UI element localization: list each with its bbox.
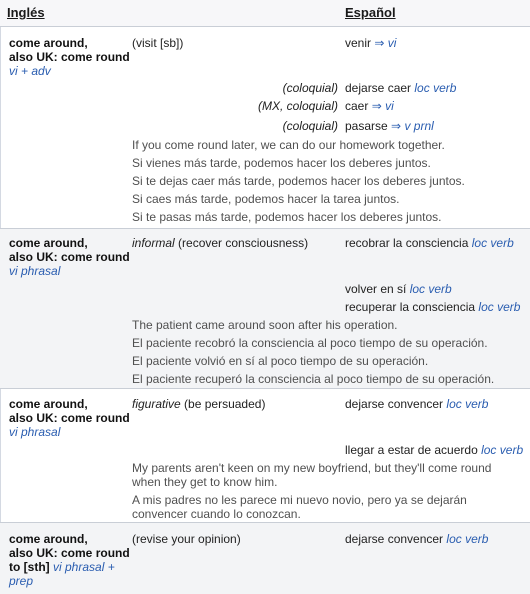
translation-pos[interactable]: loc verb xyxy=(446,532,489,546)
register-label: figurative xyxy=(132,397,181,411)
translation-word[interactable]: dejarse convencer xyxy=(345,532,444,546)
translation-word[interactable]: caer xyxy=(345,99,369,113)
entry-be-persuaded xyxy=(0,389,530,523)
translation-word[interactable]: llegar a estar de acuerdo xyxy=(345,443,478,457)
translation-row xyxy=(345,532,488,546)
arrow-icon[interactable]: ⇒ xyxy=(391,119,402,133)
entry-term-uk: also UK: come round xyxy=(9,250,130,264)
example-sentence-es: Si vienes más tarde, podemos hacer los deberes juntos. xyxy=(132,156,431,170)
translation-context: (coloquial) xyxy=(282,119,338,133)
register-label: informal xyxy=(132,236,175,250)
entry-term-uk: also UK: come round xyxy=(9,546,130,560)
entry-gloss: (recover consciousness) xyxy=(178,236,309,250)
entry-visit xyxy=(0,27,530,229)
example-sentence-en: My parents aren't keen on my new boyfriend, but they'll come round when they get to know him. xyxy=(132,461,492,489)
translation-pos[interactable]: v prnl xyxy=(404,119,434,133)
translation-word[interactable]: volver en sí xyxy=(345,282,407,296)
entry-gloss: (visit [sb]) xyxy=(132,36,184,50)
entry-gloss-row xyxy=(132,397,265,411)
example-sentence-es: El paciente volvió en sí al poco tiempo de su operación. xyxy=(132,354,429,368)
translation-pos[interactable]: loc verb xyxy=(414,81,457,95)
translation-context: (MX, coloquial) xyxy=(257,99,338,113)
arrow-icon[interactable]: ⇒ xyxy=(371,99,382,113)
translation-pos[interactable]: loc verb xyxy=(478,300,521,314)
table-header xyxy=(0,0,530,27)
translation-row xyxy=(345,119,434,133)
translation-context: (coloquial) xyxy=(282,81,338,95)
translation-pos[interactable]: loc verb xyxy=(471,236,514,250)
translation-word[interactable]: dejarse caer xyxy=(345,81,412,95)
entry-term-object: to [sth] xyxy=(9,560,50,574)
entry-gloss-row xyxy=(132,236,308,250)
entry-pos-link[interactable]: vi phrasal xyxy=(9,264,61,278)
translation-word[interactable]: dejarse convencer xyxy=(345,397,444,411)
column-header-english[interactable]: Inglés xyxy=(7,5,45,20)
example-sentence-es: Si te pasas más tarde, podemos hacer los deberes juntos. xyxy=(132,210,442,224)
entry-pos-link[interactable]: vi phrasal xyxy=(9,425,61,439)
arrow-icon[interactable]: ⇒ xyxy=(374,36,385,50)
translation-pos[interactable]: loc verb xyxy=(446,397,489,411)
column-header-spanish[interactable]: Español xyxy=(345,5,396,20)
entry-term: come around, xyxy=(9,36,88,50)
entry-term: come around, xyxy=(9,236,88,250)
translation-pos[interactable]: vi xyxy=(385,99,394,113)
translation-row xyxy=(345,81,456,95)
translation-pos[interactable]: loc verb xyxy=(409,282,452,296)
entry-term: come around, xyxy=(9,532,88,546)
example-sentence-es: Si caes más tarde, podemos hacer la tarea juntos. xyxy=(132,192,400,206)
translation-pos[interactable]: loc verb xyxy=(481,443,524,457)
example-sentence-es: El paciente recuperó la consciencia al poco tiempo de su operación. xyxy=(132,372,495,386)
translation-row xyxy=(345,282,452,296)
translation-row xyxy=(345,99,394,113)
entry-term-uk: also UK: come round xyxy=(9,50,130,64)
example-sentence-es: Si te dejas caer más tarde, podemos hacer los deberes juntos. xyxy=(132,174,465,188)
translation-word[interactable]: recuperar la consciencia xyxy=(345,300,476,314)
translation-word[interactable]: recobrar la consciencia xyxy=(345,236,469,250)
translation-row xyxy=(345,236,514,250)
entry-term-line xyxy=(9,560,115,574)
translation-row xyxy=(345,36,396,50)
entry-term-uk: also UK: come round xyxy=(9,411,130,425)
entry-gloss: (revise your opinion) xyxy=(132,532,241,546)
translation-row xyxy=(345,397,488,411)
example-sentence-en: The patient came around soon after his operation. xyxy=(132,318,398,332)
translation-word[interactable]: venir xyxy=(345,36,372,50)
example-sentence-en: If you come round later, we can do our homework together. xyxy=(132,138,445,152)
entry-pos-link[interactable]: vi phrasal + xyxy=(53,560,115,574)
translation-row xyxy=(345,443,523,457)
entry-pos-link[interactable]: vi + adv xyxy=(9,64,51,78)
entry-pos-link-cont[interactable]: prep xyxy=(9,574,34,588)
example-sentence-es: El paciente recobró la consciencia al poco tiempo de su operación. xyxy=(132,336,488,350)
entry-gloss: (be persuaded) xyxy=(184,397,266,411)
translation-word[interactable]: pasarse xyxy=(345,119,388,133)
translation-pos[interactable]: vi xyxy=(387,36,397,50)
example-sentence-es: A mis padres no les parece mi nuevo novio, pero ya se dejarán convencer cuando lo conozcan. xyxy=(132,493,467,521)
entry-recover-consciousness xyxy=(0,229,530,389)
entry-revise-opinion xyxy=(0,523,530,594)
entry-term: come around, xyxy=(9,397,88,411)
translation-row xyxy=(345,300,520,314)
